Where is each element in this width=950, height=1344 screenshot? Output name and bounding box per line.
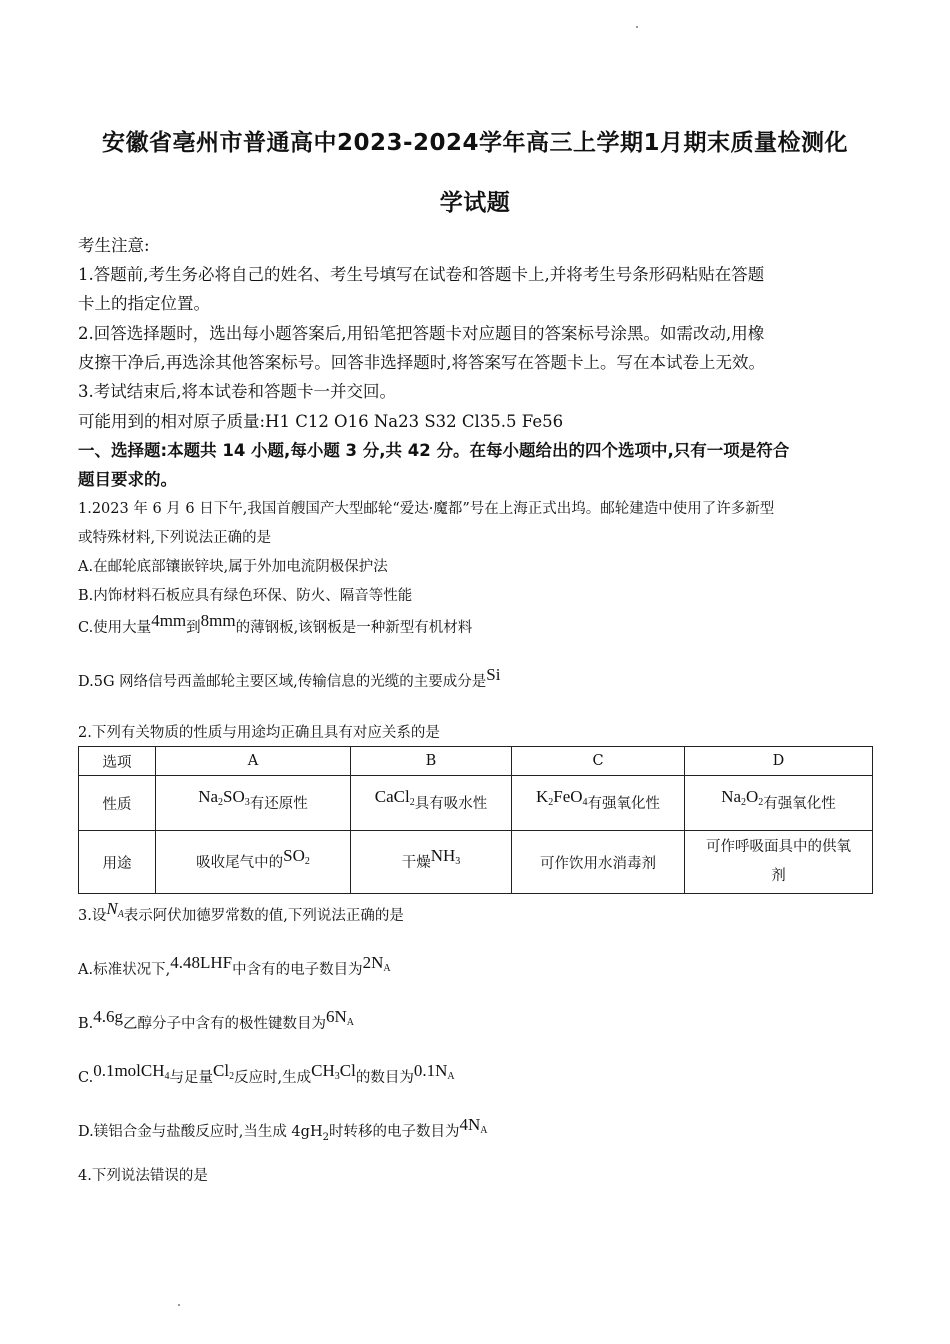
q3-c-pre: C. bbox=[78, 1070, 94, 1086]
text-oxidizing-d: 有强氧化性 bbox=[763, 796, 836, 812]
formula-na-symbol: $N_A$ bbox=[106, 899, 124, 920]
cell-c-use: 可作饮用水消毒剂 bbox=[512, 831, 685, 894]
q3-option-d bbox=[78, 1115, 878, 1143]
scan-speck bbox=[178, 1304, 180, 1306]
header-cell-a: A bbox=[156, 747, 351, 776]
q3-stem bbox=[78, 899, 878, 926]
q2-stem: 2.下列有关物质的性质与用途均正确且具有对应关系的是 bbox=[78, 725, 440, 741]
q3-c-formula-1: 0.1molCH$_4$ bbox=[93, 1061, 170, 1082]
q3-a-mid: 中含有的电子数目为 bbox=[232, 962, 363, 978]
q3-d-mid: 时转移的电子数目为 bbox=[328, 1124, 460, 1140]
scan-speck bbox=[636, 26, 638, 28]
text-oxidizing-c: 有强氧化性 bbox=[587, 796, 661, 812]
q2-options-table bbox=[78, 746, 873, 894]
table-header-row bbox=[79, 747, 873, 776]
q3-b-mid: 乙醇分子中含有的极性键数目为 bbox=[123, 1016, 327, 1032]
notice-item1-b: 卡上的指定位置。 bbox=[78, 294, 210, 313]
table-row-property bbox=[79, 776, 873, 831]
formula-na2o2: $Na_2O_2$ bbox=[721, 787, 764, 808]
q1-option-d bbox=[78, 665, 878, 691]
formula-na2so3: $Na_2SO_3$ bbox=[198, 787, 250, 808]
q3-b-pre: B. bbox=[78, 1016, 94, 1032]
row-label-use: 用途 bbox=[79, 831, 156, 894]
q3-option-a bbox=[78, 953, 878, 980]
cell-b-property bbox=[351, 776, 512, 831]
q3-d-formula: $4N_A$ bbox=[459, 1115, 488, 1136]
section1-heading-a: 一、选择题:本题共 14 小题,每小题 3 分,共 42 分。在每小题给出的四个选项中,只有一项是符合 bbox=[78, 441, 790, 460]
q3-stem-pre: 3.设 bbox=[78, 908, 107, 924]
q3-c-formula-4: $0.1N_A$ bbox=[413, 1061, 455, 1082]
q3-b-formula-1: 4.6g bbox=[93, 1007, 124, 1026]
text-dry: 干燥 bbox=[401, 855, 431, 871]
q3-option-b bbox=[78, 1007, 878, 1034]
page-title-line2: 学试题 bbox=[439, 190, 511, 216]
q1-c-text-post: 的薄钢板,该钢板是一种新型有机材料 bbox=[235, 620, 473, 636]
notice-heading: 考生注意: bbox=[78, 236, 150, 255]
formula-k2feo4: $K_2FeO_4$ bbox=[535, 787, 588, 808]
q1-d-formula: Si bbox=[486, 665, 501, 684]
q3-a-pre: A.标准状况下, bbox=[78, 962, 171, 978]
text-reducing: 有还原性 bbox=[249, 796, 308, 812]
q3-a-formula-2: $2N_A$ bbox=[362, 953, 391, 974]
table-row-use bbox=[79, 831, 873, 894]
cell-b-use bbox=[351, 831, 512, 894]
atomic-mass-line: 可能用到的相对原子质量:H1 C12 O16 Na23 S32 Cl35.5 Fe56 bbox=[78, 412, 564, 431]
q1-d-text: D.5G 网络信号西盖邮轮主要区域,传输信息的光缆的主要成分是 bbox=[78, 674, 487, 690]
cell-c-property bbox=[512, 776, 685, 831]
q1-c-text-mid: 到 bbox=[186, 620, 201, 636]
text-absorb: 吸收尾气中的 bbox=[196, 855, 284, 871]
formula-nh3: $NH_3$ bbox=[430, 846, 461, 867]
notice-item1-a: 1.答题前,考生务必将自己的姓名、考生号填写在试卷和答题卡上,并将考生号条形码粘贴在答题 bbox=[78, 265, 765, 284]
q3-stem-post: 表示阿伏加德罗常数的值,下列说法正确的是 bbox=[123, 908, 404, 924]
q3-c-mid2: 反应时,生成 bbox=[234, 1070, 312, 1086]
notice-item2-b: 皮擦干净后,再选涂其他答案标号。回答非选择题时,将答案写在答题卡上。写在本试卷上无效。 bbox=[78, 353, 765, 372]
formula-cacl2: CaCl$_2$ bbox=[374, 787, 415, 808]
text-hygroscopic: 具有吸水性 bbox=[414, 796, 488, 812]
cell-d-property bbox=[685, 776, 873, 831]
cell-d-use bbox=[685, 831, 873, 894]
text-oxygen-supply-b: 剂 bbox=[771, 868, 786, 884]
q1-option-c bbox=[78, 611, 878, 637]
q1-c-formula-2: 8mm bbox=[200, 611, 236, 630]
text-oxygen-supply-a: 可作呼吸面具中的供氧 bbox=[706, 839, 851, 855]
notice-item3: 3.考试结束后,将本试卷和答题卡一并交回。 bbox=[78, 382, 396, 401]
page-title-line1: 安徽省亳州市普通高中2023-2024学年高三上学期1月期末质量检测化 bbox=[101, 130, 849, 156]
q3-c-formula-3: $CH_3Cl$ bbox=[311, 1061, 356, 1082]
q3-c-mid3: 的数目为 bbox=[355, 1070, 414, 1086]
q3-c-mid1: 与足量 bbox=[169, 1070, 213, 1086]
row-label-property: 性质 bbox=[79, 776, 156, 831]
q4-stem: 4.下列说法错误的是 bbox=[78, 1168, 208, 1184]
cell-a-use bbox=[156, 831, 351, 894]
q3-option-c bbox=[78, 1061, 878, 1088]
q1-c-formula-1: 4mm bbox=[151, 611, 187, 630]
q1-option-a: A.在邮轮底部镶嵌锌块,属于外加电流阴极保护法 bbox=[78, 559, 388, 575]
header-cell-b: B bbox=[351, 747, 512, 776]
header-cell-c: C bbox=[512, 747, 685, 776]
q3-c-formula-2: $Cl_2$ bbox=[213, 1061, 235, 1082]
header-cell-option: 选项 bbox=[79, 747, 156, 776]
q1-option-b: B.内饰材料石板应具有绿色环保、防火、隔音等性能 bbox=[78, 588, 413, 604]
cell-a-property bbox=[156, 776, 351, 831]
header-cell-d: D bbox=[685, 747, 873, 776]
q3-b-formula-2: $6N_A$ bbox=[326, 1007, 355, 1028]
q3-d-pre: D.镁铝合金与盐酸反应时,当生成 4gH bbox=[78, 1124, 323, 1140]
q3-a-formula-1: 4.48LHF bbox=[170, 953, 233, 972]
section1-heading-b: 题目要求的。 bbox=[78, 470, 177, 489]
q3-d-sub: 2 bbox=[322, 1131, 329, 1143]
q1-stem-b: 或特殊材料,下列说法正确的是 bbox=[78, 530, 272, 546]
formula-so2: $SO_2$ bbox=[283, 846, 310, 867]
q1-c-text-pre: C.使用大量 bbox=[78, 620, 152, 636]
q1-stem-a: 1.2023 年 6 月 6 日下午,我国首艘国产大型邮轮“爱达·魔都”号在上海正式出坞。邮轮建造中使用了许多新型 bbox=[78, 501, 775, 517]
notice-item2-a: 2.回答选择题时，选出每小题答案后,用铅笔把答题卡对应题目的答案标号涂黑。如需改动,用橡 bbox=[78, 324, 765, 343]
